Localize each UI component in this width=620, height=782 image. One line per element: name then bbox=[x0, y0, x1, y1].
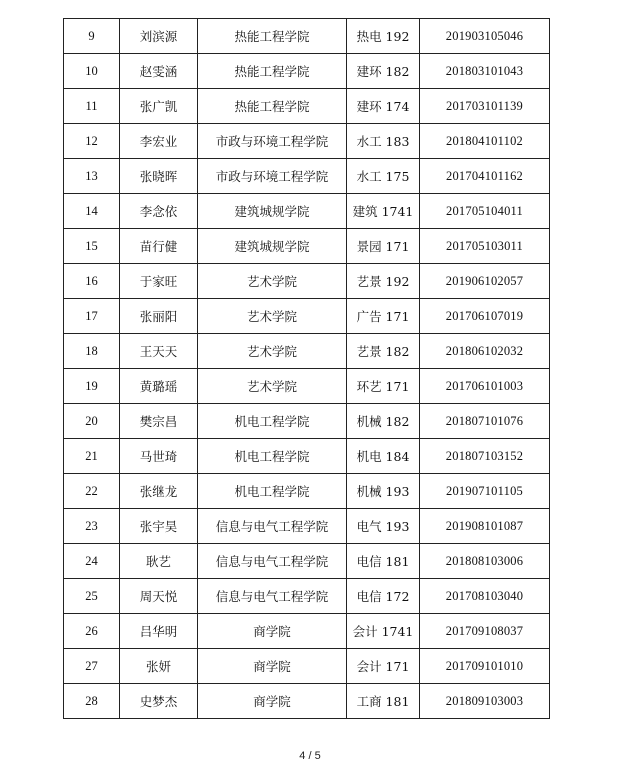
row-number: 12 bbox=[64, 124, 120, 159]
table-row bbox=[64, 334, 550, 369]
college-name: 商学院 bbox=[198, 614, 347, 649]
table-row bbox=[64, 229, 550, 264]
row-number: 13 bbox=[64, 159, 120, 194]
student-id: 201809103003 bbox=[420, 684, 550, 719]
student-id: 201704101162 bbox=[420, 159, 550, 194]
page-number: 4 / 5 bbox=[299, 750, 321, 762]
student-id: 201705104011 bbox=[420, 194, 550, 229]
student-name: 周天悦 bbox=[120, 579, 198, 614]
student-name: 马世琦 bbox=[120, 439, 198, 474]
student-roster-table bbox=[63, 18, 550, 719]
student-name: 史梦杰 bbox=[120, 684, 198, 719]
class-name: 水工 183 bbox=[347, 124, 420, 159]
table-row bbox=[64, 54, 550, 89]
row-number: 15 bbox=[64, 229, 120, 264]
roster-body bbox=[64, 19, 550, 719]
student-id: 201708103040 bbox=[420, 579, 550, 614]
table-row bbox=[64, 19, 550, 54]
row-number: 14 bbox=[64, 194, 120, 229]
table-row bbox=[64, 299, 550, 334]
student-name: 黄璐瑶 bbox=[120, 369, 198, 404]
class-name: 水工 175 bbox=[347, 159, 420, 194]
college-name: 热能工程学院 bbox=[198, 54, 347, 89]
student-id: 201807101076 bbox=[420, 404, 550, 439]
class-name: 电信 181 bbox=[347, 544, 420, 579]
student-id: 201804101102 bbox=[420, 124, 550, 159]
college-name: 信息与电气工程学院 bbox=[198, 509, 347, 544]
class-name: 环艺 171 bbox=[347, 369, 420, 404]
student-name: 于家旺 bbox=[120, 264, 198, 299]
college-name: 艺术学院 bbox=[198, 334, 347, 369]
student-name: 刘滨源 bbox=[120, 19, 198, 54]
class-name: 建环 182 bbox=[347, 54, 420, 89]
table-row bbox=[64, 89, 550, 124]
class-name: 建环 174 bbox=[347, 89, 420, 124]
student-id: 201703101139 bbox=[420, 89, 550, 124]
student-name: 张丽阳 bbox=[120, 299, 198, 334]
row-number: 25 bbox=[64, 579, 120, 614]
student-id: 201709101010 bbox=[420, 649, 550, 684]
student-name: 张宇昊 bbox=[120, 509, 198, 544]
row-number: 28 bbox=[64, 684, 120, 719]
row-number: 23 bbox=[64, 509, 120, 544]
college-name: 热能工程学院 bbox=[198, 89, 347, 124]
college-name: 热能工程学院 bbox=[198, 19, 347, 54]
student-id: 201803101043 bbox=[420, 54, 550, 89]
student-id: 201908101087 bbox=[420, 509, 550, 544]
row-number: 10 bbox=[64, 54, 120, 89]
class-name: 艺景 192 bbox=[347, 264, 420, 299]
table-row bbox=[64, 369, 550, 404]
row-number: 24 bbox=[64, 544, 120, 579]
student-name: 苗行健 bbox=[120, 229, 198, 264]
college-name: 机电工程学院 bbox=[198, 474, 347, 509]
row-number: 19 bbox=[64, 369, 120, 404]
table-row bbox=[64, 264, 550, 299]
college-name: 艺术学院 bbox=[198, 299, 347, 334]
college-name: 信息与电气工程学院 bbox=[198, 579, 347, 614]
college-name: 商学院 bbox=[198, 649, 347, 684]
student-id: 201706101003 bbox=[420, 369, 550, 404]
student-name: 李念依 bbox=[120, 194, 198, 229]
table-row bbox=[64, 579, 550, 614]
student-name: 耿艺 bbox=[120, 544, 198, 579]
class-name: 会计 171 bbox=[347, 649, 420, 684]
table-row bbox=[64, 544, 550, 579]
class-name: 广告 171 bbox=[347, 299, 420, 334]
college-name: 建筑城规学院 bbox=[198, 194, 347, 229]
student-name: 王天天 bbox=[120, 334, 198, 369]
row-number: 22 bbox=[64, 474, 120, 509]
student-id: 201806102032 bbox=[420, 334, 550, 369]
student-id: 201705103011 bbox=[420, 229, 550, 264]
table-row bbox=[64, 509, 550, 544]
table-row bbox=[64, 684, 550, 719]
row-number: 9 bbox=[64, 19, 120, 54]
class-name: 机械 182 bbox=[347, 404, 420, 439]
student-id: 201706107019 bbox=[420, 299, 550, 334]
college-name: 机电工程学院 bbox=[198, 404, 347, 439]
class-name: 电气 193 bbox=[347, 509, 420, 544]
student-name: 樊宗昌 bbox=[120, 404, 198, 439]
table-row bbox=[64, 614, 550, 649]
student-name: 吕华明 bbox=[120, 614, 198, 649]
class-name: 工商 181 bbox=[347, 684, 420, 719]
student-id: 201807103152 bbox=[420, 439, 550, 474]
row-number: 11 bbox=[64, 89, 120, 124]
student-name: 张广凯 bbox=[120, 89, 198, 124]
class-name: 艺景 182 bbox=[347, 334, 420, 369]
table-row bbox=[64, 159, 550, 194]
row-number: 18 bbox=[64, 334, 120, 369]
college-name: 市政与环境工程学院 bbox=[198, 159, 347, 194]
class-name: 机电 184 bbox=[347, 439, 420, 474]
student-name: 张晓晖 bbox=[120, 159, 198, 194]
row-number: 26 bbox=[64, 614, 120, 649]
class-name: 电信 172 bbox=[347, 579, 420, 614]
class-name: 热电 192 bbox=[347, 19, 420, 54]
row-number: 20 bbox=[64, 404, 120, 439]
college-name: 建筑城规学院 bbox=[198, 229, 347, 264]
row-number: 17 bbox=[64, 299, 120, 334]
college-name: 艺术学院 bbox=[198, 264, 347, 299]
college-name: 市政与环境工程学院 bbox=[198, 124, 347, 159]
class-name: 会计 1741 bbox=[347, 614, 420, 649]
student-id: 201709108037 bbox=[420, 614, 550, 649]
row-number: 27 bbox=[64, 649, 120, 684]
student-name: 张妍 bbox=[120, 649, 198, 684]
class-name: 景园 171 bbox=[347, 229, 420, 264]
table-row bbox=[64, 124, 550, 159]
table-row bbox=[64, 404, 550, 439]
table-row bbox=[64, 474, 550, 509]
student-id: 201907101105 bbox=[420, 474, 550, 509]
college-name: 机电工程学院 bbox=[198, 439, 347, 474]
student-name: 李宏业 bbox=[120, 124, 198, 159]
class-name: 机械 193 bbox=[347, 474, 420, 509]
student-name: 赵雯涵 bbox=[120, 54, 198, 89]
college-name: 信息与电气工程学院 bbox=[198, 544, 347, 579]
table-row bbox=[64, 649, 550, 684]
student-id: 201903105046 bbox=[420, 19, 550, 54]
student-id: 201906102057 bbox=[420, 264, 550, 299]
row-number: 21 bbox=[64, 439, 120, 474]
table-row bbox=[64, 194, 550, 229]
row-number: 16 bbox=[64, 264, 120, 299]
college-name: 艺术学院 bbox=[198, 369, 347, 404]
class-name: 建筑 1741 bbox=[347, 194, 420, 229]
table-row bbox=[64, 439, 550, 474]
student-name: 张继龙 bbox=[120, 474, 198, 509]
student-id: 201808103006 bbox=[420, 544, 550, 579]
college-name: 商学院 bbox=[198, 684, 347, 719]
